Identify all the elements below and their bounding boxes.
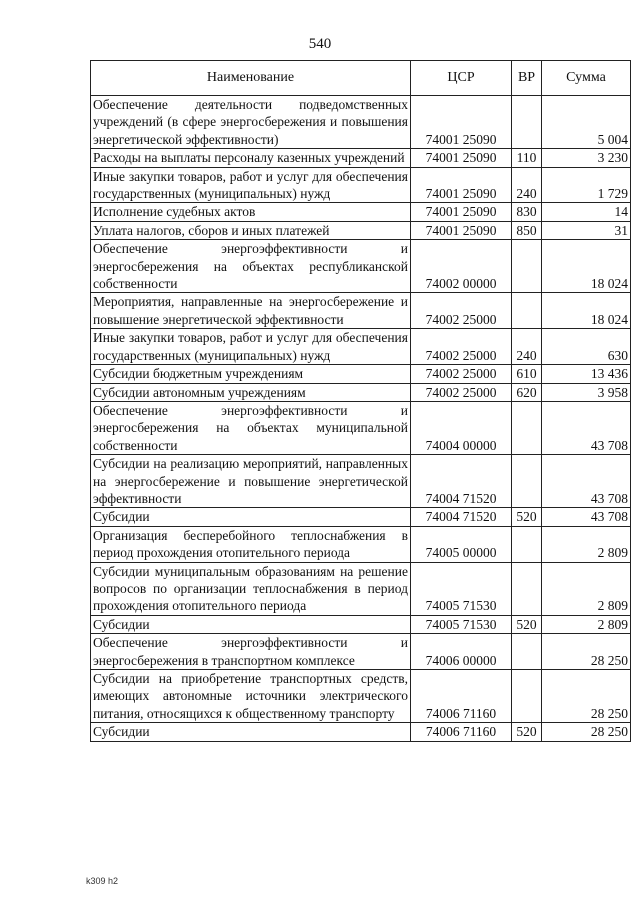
- row-name-cell: Организация бесперебойного теплоснабжения в период прохождения отопительного периода: [91, 526, 411, 562]
- row-sum-cell: 1 729: [542, 167, 631, 203]
- row-sum-cell: 630: [542, 329, 631, 365]
- row-csr-cell: 74001 25090: [411, 221, 512, 239]
- row-name-cell: Мероприятия, направленные на энергосбережение и повышение энергетической эффективности: [91, 293, 411, 329]
- table-row: [91, 365, 631, 383]
- row-sum-cell: 28 250: [542, 723, 631, 741]
- table-row: [91, 383, 631, 401]
- table-row: [91, 401, 631, 454]
- row-vr-cell: [512, 401, 542, 454]
- row-csr-cell: 74001 25090: [411, 167, 512, 203]
- row-vr-cell: [512, 96, 542, 149]
- row-csr-cell: 74005 00000: [411, 526, 512, 562]
- table-header: [91, 61, 631, 96]
- row-vr-cell: [512, 240, 542, 293]
- row-csr-cell: 74002 25000: [411, 293, 512, 329]
- row-sum-cell: 43 708: [542, 508, 631, 526]
- row-csr-cell: 74004 00000: [411, 401, 512, 454]
- row-vr-cell: 110: [512, 149, 542, 167]
- row-csr-cell: 74005 71530: [411, 615, 512, 633]
- table-row: [91, 455, 631, 508]
- row-sum-cell: 2 809: [542, 615, 631, 633]
- table-row: [91, 167, 631, 203]
- row-name-cell: Расходы на выплаты персоналу казенных учреждений: [91, 149, 411, 167]
- row-csr-cell: 74001 25090: [411, 149, 512, 167]
- row-csr-cell: 74001 25090: [411, 96, 512, 149]
- table-row: [91, 723, 631, 741]
- footer-mark: k309 h2: [86, 876, 119, 886]
- row-csr-cell: 74002 00000: [411, 240, 512, 293]
- row-vr-cell: 520: [512, 615, 542, 633]
- row-vr-cell: [512, 634, 542, 670]
- row-csr-cell: 74005 71530: [411, 562, 512, 615]
- row-sum-cell: 3 958: [542, 383, 631, 401]
- row-csr-cell: 74002 25000: [411, 329, 512, 365]
- table-row: [91, 221, 631, 239]
- row-name-cell: Исполнение судебных актов: [91, 203, 411, 221]
- table-row: [91, 293, 631, 329]
- row-vr-cell: [512, 455, 542, 508]
- row-sum-cell: 13 436: [542, 365, 631, 383]
- row-name-cell: Субсидии бюджетным учреждениям: [91, 365, 411, 383]
- row-vr-cell: [512, 670, 542, 723]
- row-sum-cell: 28 250: [542, 670, 631, 723]
- row-vr-cell: 240: [512, 329, 542, 365]
- row-vr-cell: 850: [512, 221, 542, 239]
- row-name-cell: Обеспечение энергоэффективности и энергосбережения в транспортном комплексе: [91, 634, 411, 670]
- table-row: [91, 149, 631, 167]
- row-name-cell: Иные закупки товаров, работ и услуг для обеспечения государственных (муниципальных) нужд: [91, 329, 411, 365]
- row-csr-cell: 74006 71160: [411, 670, 512, 723]
- header-row: [91, 61, 631, 96]
- table-row: [91, 615, 631, 633]
- row-sum-cell: 18 024: [542, 293, 631, 329]
- table-row: [91, 562, 631, 615]
- row-name-cell: Уплата налогов, сборов и иных платежей: [91, 221, 411, 239]
- row-vr-cell: 240: [512, 167, 542, 203]
- table-body: [91, 96, 631, 742]
- header-csr: ЦСР: [411, 61, 512, 96]
- row-vr-cell: 610: [512, 365, 542, 383]
- page-number: 540: [308, 36, 332, 52]
- row-csr-cell: 74002 25000: [411, 365, 512, 383]
- table-row: [91, 240, 631, 293]
- row-name-cell: Субсидии автономным учреждениям: [91, 383, 411, 401]
- row-name-cell: Субсидии на приобретение транспортных средств, имеющих автономные источники электрического питания, относящихся к общественному транспорту: [91, 670, 411, 723]
- row-sum-cell: 2 809: [542, 562, 631, 615]
- row-vr-cell: [512, 562, 542, 615]
- row-name-cell: Субсидии: [91, 508, 411, 526]
- table-row: [91, 203, 631, 221]
- header-sum: Сумма: [542, 61, 631, 96]
- row-csr-cell: 74002 25000: [411, 383, 512, 401]
- row-name-cell: Субсидии на реализацию мероприятий, направленных на энергосбережение и повышение энергетической эффективности: [91, 455, 411, 508]
- row-csr-cell: 74006 00000: [411, 634, 512, 670]
- row-vr-cell: [512, 293, 542, 329]
- row-sum-cell: 14: [542, 203, 631, 221]
- row-name-cell: Субсидии муниципальным образованиям на решение вопросов по организации теплоснабжения в период прохождения отопительного периода: [91, 562, 411, 615]
- budget-table: [90, 60, 631, 742]
- row-sum-cell: 2 809: [542, 526, 631, 562]
- row-name-cell: Иные закупки товаров, работ и услуг для обеспечения государственных (муниципальных) нужд: [91, 167, 411, 203]
- row-name-cell: Субсидии: [91, 615, 411, 633]
- row-sum-cell: 43 708: [542, 401, 631, 454]
- table-row: [91, 96, 631, 149]
- row-vr-cell: 620: [512, 383, 542, 401]
- row-name-cell: Обеспечение деятельности подведомственных учреждений (в сфере энергосбережения и повышения энергетической эффективности): [91, 96, 411, 149]
- row-sum-cell: 28 250: [542, 634, 631, 670]
- header-name: Наименование: [91, 61, 411, 96]
- row-name-cell: Обеспечение энергоэффективности и энергосбережения на объектах республиканской собственности: [91, 240, 411, 293]
- table-row: [91, 670, 631, 723]
- row-vr-cell: 830: [512, 203, 542, 221]
- row-sum-cell: 43 708: [542, 455, 631, 508]
- table-row: [91, 526, 631, 562]
- row-csr-cell: 74004 71520: [411, 455, 512, 508]
- row-vr-cell: [512, 526, 542, 562]
- row-vr-cell: 520: [512, 723, 542, 741]
- row-vr-cell: 520: [512, 508, 542, 526]
- row-sum-cell: 31: [542, 221, 631, 239]
- table-row: [91, 508, 631, 526]
- row-sum-cell: 5 004: [542, 96, 631, 149]
- row-sum-cell: 3 230: [542, 149, 631, 167]
- row-csr-cell: 74001 25090: [411, 203, 512, 221]
- row-sum-cell: 18 024: [542, 240, 631, 293]
- row-csr-cell: 74004 71520: [411, 508, 512, 526]
- header-vr: ВР: [512, 61, 542, 96]
- row-name-cell: Субсидии: [91, 723, 411, 741]
- row-name-cell: Обеспечение энергоэффективности и энергосбережения на объектах муниципальной собственности: [91, 401, 411, 454]
- table-row: [91, 634, 631, 670]
- table-row: [91, 329, 631, 365]
- row-csr-cell: 74006 71160: [411, 723, 512, 741]
